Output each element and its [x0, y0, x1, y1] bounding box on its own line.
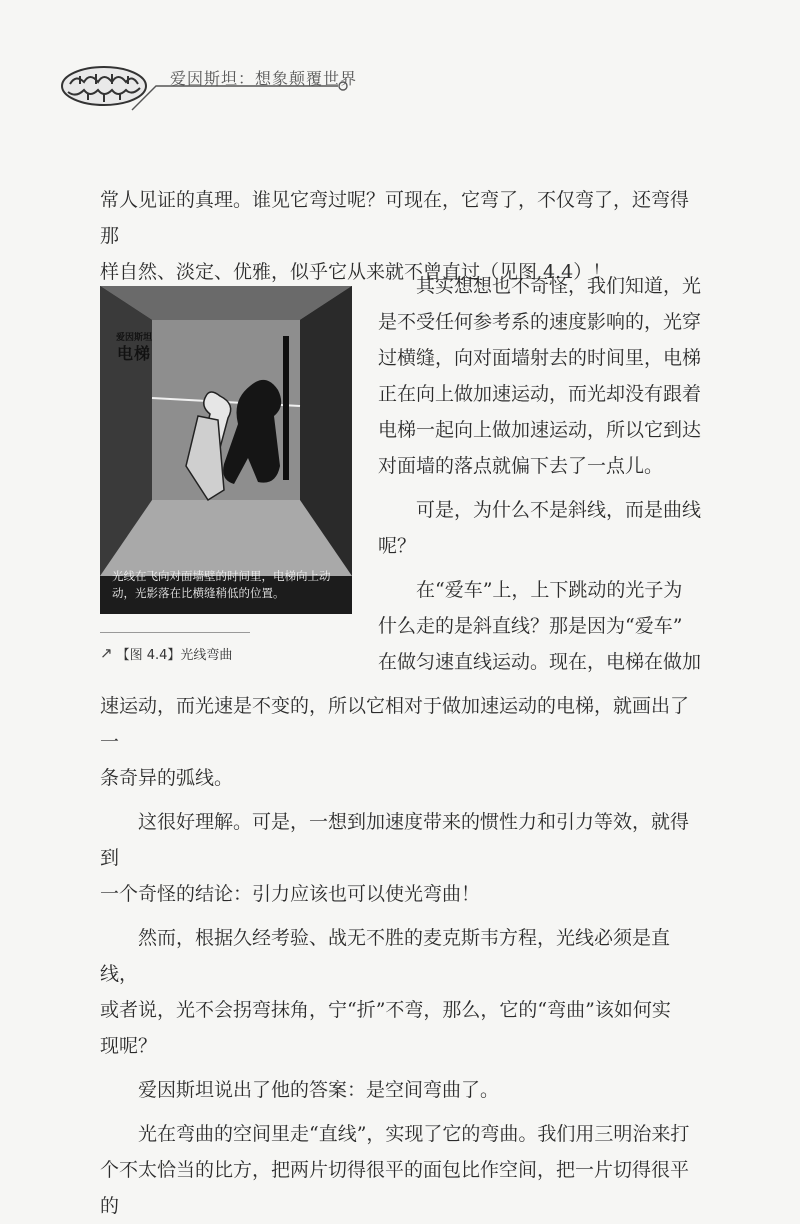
figure-inner-caption: 光线在飞向对面墙壁的时间里，电梯向上动动，光影落在比横缝稍低的位置。	[112, 569, 331, 600]
sign-small-text: 爱因斯坦	[115, 333, 152, 343]
arrow-up-right-icon: ↗	[100, 644, 113, 662]
text-bottom	[100, 688, 704, 1224]
text-line: 现呢？	[100, 1035, 158, 1057]
text-line: 爱因斯坦说出了他的答案：是空间弯曲了。	[138, 1079, 500, 1101]
text-line: 呢？	[378, 535, 417, 557]
text-line: 或者说，光不会拐弯抹角，宁“折”不弯，那么，它的“弯曲”该如何实	[100, 999, 671, 1021]
text-line: 什么走的是斜直线？那是因为“爱车”	[378, 615, 683, 637]
text-line: 对面墙的落点就偏下去了一点儿。	[378, 455, 664, 477]
figure-elevator	[100, 286, 352, 614]
text-line: 其实想想也不奇怪，我们知道，光	[416, 275, 702, 297]
text-line: 然而，根据久经考验、战无不胜的麦克斯韦方程，光线必须是直线，	[100, 927, 671, 985]
sign-big-text: 电梯	[116, 344, 151, 363]
figure-label-text: 【图 4.4】光线弯曲	[116, 647, 233, 663]
text-line: 正在向上做加速运动，而光却没有跟着	[378, 383, 702, 405]
figure-label	[100, 640, 250, 666]
text-line: 速运动，而光速是不变的，所以它相对于做加速运动的电梯，就画出了一	[100, 695, 690, 753]
text-line: 可是，为什么不是斜线，而是曲线	[416, 499, 702, 521]
text-line: 在做匀速直线运动。现在，电梯在做加	[378, 651, 702, 673]
text-line: 这很好理解。可是，一想到加速度带来的惯性力和引力等效，就得到	[100, 811, 690, 869]
text-line: 样自然、淡定、优雅，似乎它从来就不曾直过（见图 4.4）！	[100, 261, 612, 283]
text-line: 个不太恰当的比方，把两片切得很平的面包比作空间，把一片切得很平的	[100, 1159, 690, 1217]
text-line: 一个奇怪的结论：引力应该也可以使光弯曲！	[100, 883, 481, 905]
text-line: 条奇异的弧线。	[100, 767, 234, 789]
elevator-sign	[114, 330, 154, 362]
text-line: 在“爱车”上，上下跳动的光子为	[416, 579, 683, 601]
text-line: 常人见证的真理。谁见它弯过呢？可现在，它弯了，不仅弯了，还弯得那	[100, 189, 690, 247]
text-line: 电梯一起向上做加速运动，所以它到达	[378, 419, 702, 441]
text-side	[378, 268, 704, 680]
running-header-title: 爱因斯坦：想象颠覆世界	[170, 69, 358, 88]
text-line: 是不受任何参考系的速度影响的，光穿	[378, 311, 702, 333]
text-line: 光在弯曲的空间里走“直线”，实现了它的弯曲。我们用三明治来打	[138, 1123, 690, 1145]
figure-label-rule	[100, 632, 250, 633]
text-line: 过横缝，向对面墙射去的时间里，电梯	[378, 347, 702, 369]
